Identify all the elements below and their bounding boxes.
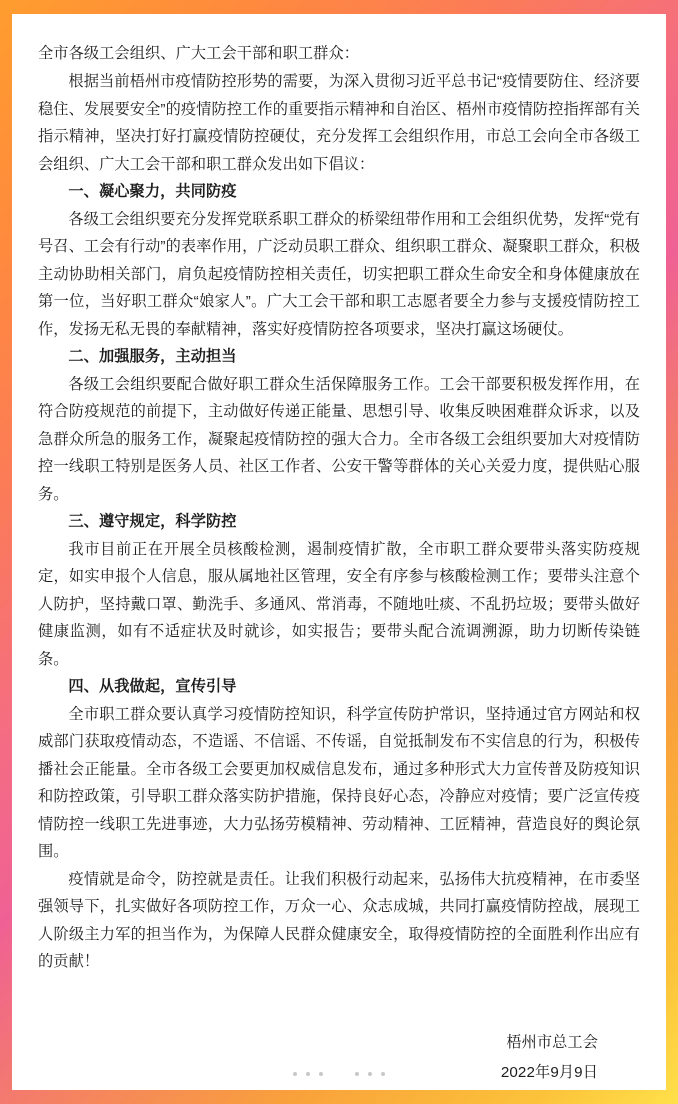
pagination-dot xyxy=(381,1072,385,1076)
pagination-dot xyxy=(306,1072,310,1076)
pagination-dot xyxy=(293,1072,297,1076)
document-salutation: 全市各级工会组织、广大工会干部和职工群众： xyxy=(38,45,360,62)
signature-organization: 梧州市总工会 xyxy=(506,1033,598,1051)
document-signature xyxy=(38,1028,640,1088)
section-heading-3: 三、遵守规定，科学防控 xyxy=(68,513,237,530)
document-closing-paragraph: 疫情就是命令，防控就是责任。让我们积极行动起来，弘扬伟大抗疫精神，在市委坚强领导下，扎实做好各项防控工作，万众一心、众志成城，共同打赢疫情防控战，展现工人阶级主力军的担当作为，为保障人民群众健康安全，取得疫情防控的全面胜利作出应有的贡献！ xyxy=(38,870,640,970)
section-heading-1: 一、凝心聚力，共同防疫 xyxy=(68,183,237,200)
pagination-dots xyxy=(12,1072,666,1076)
section-heading-2: 二、加强服务，主动担当 xyxy=(68,348,237,365)
section-body-2: 各级工会组织要配合做好职工群众生活保障服务工作。工会干部要积极发挥作用，在符合防疫规范的前提下，主动做好传递正能量、思想引导、收集反映困难群众诉求，以及急群众所急的服务工作，凝聚起疫情防控的强大合力。全市各级工会组织要加大对疫情防控一线职工特别是医务人员、社区工作者、公安干警等群体的关心关爱力度，提供贴心服务。 xyxy=(38,375,640,503)
section-body-4: 全市职工群众要认真学习疫情防控知识，科学宣传防护常识，坚持通过官方网站和权威部门获取疫情动态，不造谣、不信谣、不传谣，自觉抵制发布不实信息的行为，积极传播社会正能量。全市各级工会要更加权威信息发布，通过多种形式大力宣传普及防疫知识和防控政策，引导职工群众落实防护措施，保持良好心态，冷静应对疫情；要广泛宣传疫情防控一线职工先进事迹，大力弘扬劳模精神、劳动精神、工匠精神，营造良好的舆论氛围。 xyxy=(38,705,640,860)
section-body-1: 各级工会组织要充分发挥党联系职工群众的桥梁纽带作用和工会组织优势，发挥“党有号召、工会有行动”的表率作用，广泛动员职工群众、组织职工群众、凝聚职工群众，积极主动协助相关部门，肩负起疫情防控相关责任，切实把职工群众生命安全和身体健康放在第一位，当好职工群众“娘家人”。广大工会干部和职工志愿者要全力参与支援疫情防控工作，发扬无私无畏的奉献精神，落实好疫情防控各项要求，坚决打赢这场硬仗。 xyxy=(38,210,640,338)
pagination-dot xyxy=(368,1072,372,1076)
document-intro-paragraph: 根据当前梧州市疫情防控形势的需要，为深入贯彻习近平总书记“疫情要防住、经济要稳住、发展要安全”的疫情防控工作的重要指示精神和自治区、梧州市疫情防控指挥部有关指示精神，坚决打好打赢疫情防控硬仗，充分发挥工会组织作用，市总工会向全市各级工会组织、广大工会干部和职工群众发出如下倡议： xyxy=(38,73,640,173)
pagination-dot-gap xyxy=(332,1074,346,1075)
signature-date: 2022年9月9日 xyxy=(500,1063,598,1081)
section-heading-4: 四、从我做起，宣传引导 xyxy=(68,678,237,695)
pagination-dot xyxy=(319,1072,323,1076)
pagination-dot xyxy=(355,1072,359,1076)
section-body-3: 我市目前正在开展全员核酸检测，遏制疫情扩散，全市职工群众要带头落实防疫规定，如实申报个人信息，服从属地社区管理，安全有序参与核酸检测工作；要带头注意个人防护，坚持戴口罩、勤洗手、多通风、常消毒，不随地吐痰、不乱扔垃圾；要带头做好健康监测，如有不适症状及时就诊，如实报告；要带头配合流调溯源，助力切断传染链条。 xyxy=(38,540,640,668)
document-sheet xyxy=(12,14,666,1090)
document-body xyxy=(38,40,640,1088)
